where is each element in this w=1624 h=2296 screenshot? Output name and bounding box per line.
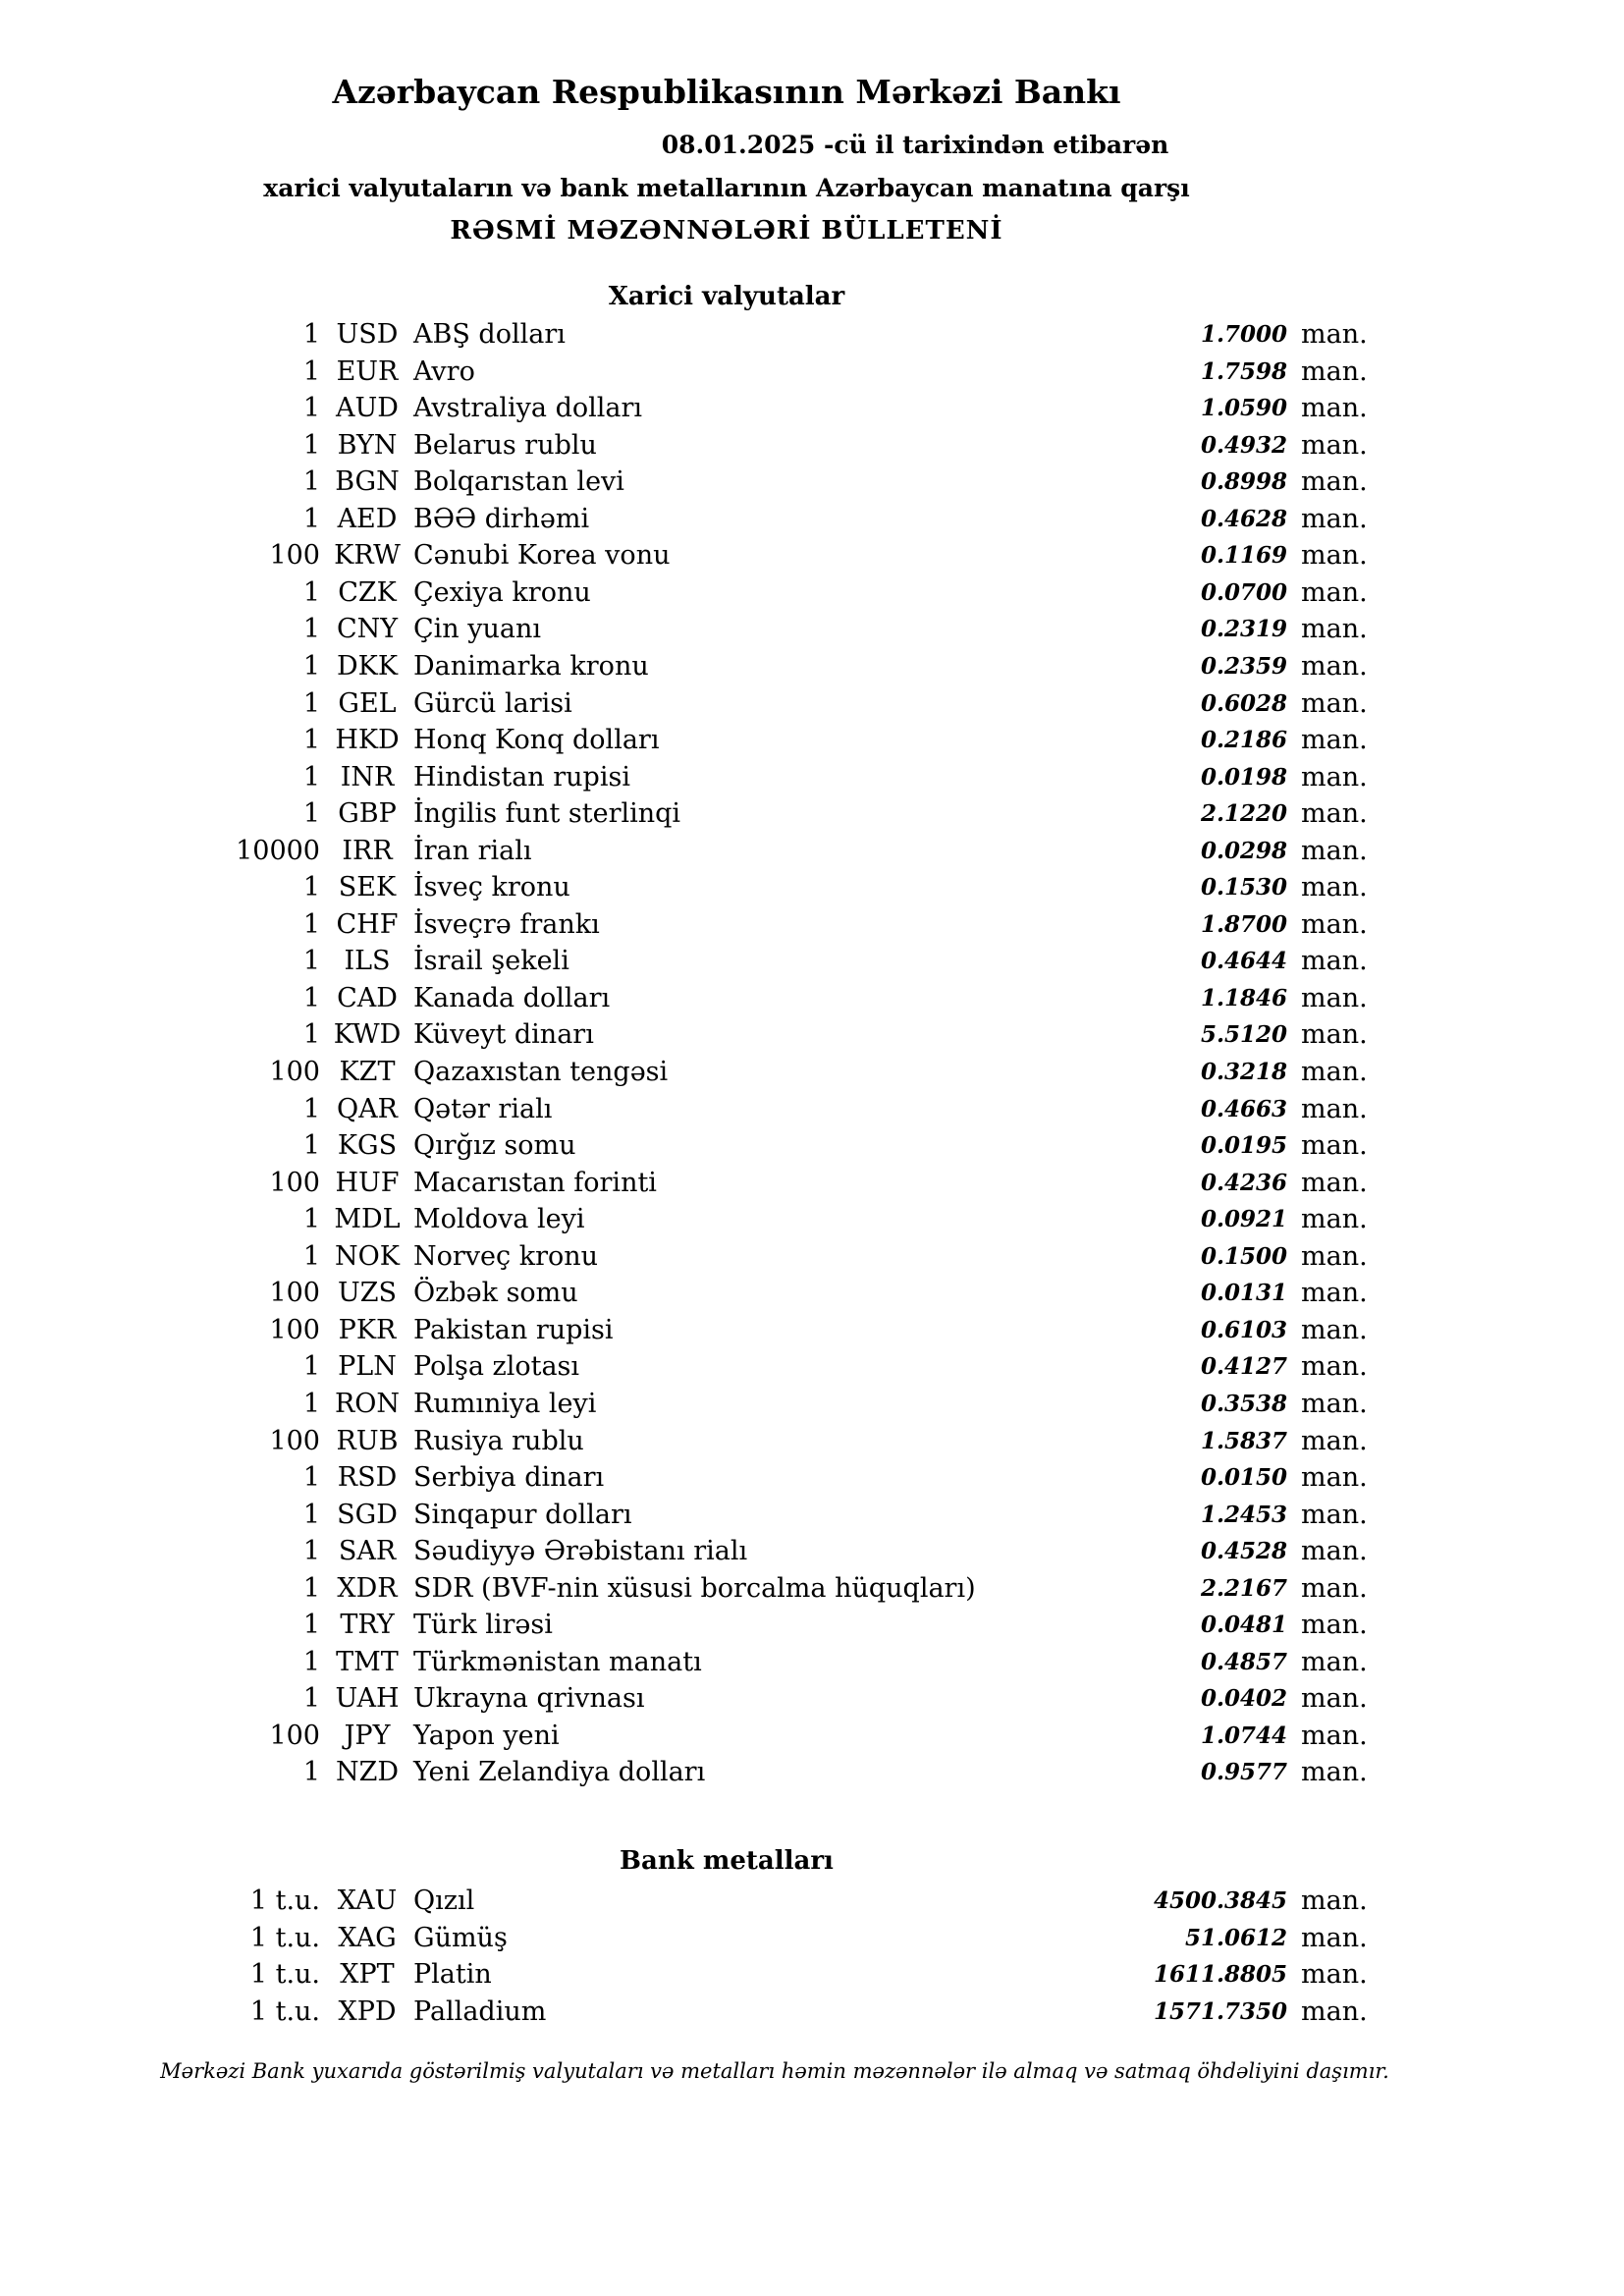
unit-label: man. [1301, 1130, 1368, 1162]
currency-name: Rusiya rublu [413, 1425, 584, 1456]
currency-name: İsveç kronu [413, 872, 570, 903]
quantity: 1 [302, 1388, 320, 1419]
currency-row [0, 1570, 1624, 1607]
currency-row [0, 1607, 1624, 1643]
currency-name: Honq Konq dolları [413, 725, 660, 756]
currency-row [0, 501, 1624, 537]
metal-row [0, 1994, 1624, 2030]
quantity: 1 [302, 1499, 320, 1530]
currency-name: Avro [413, 355, 475, 387]
unit-label: man. [1301, 1683, 1368, 1715]
currency-name: Kanada dolları [413, 982, 611, 1013]
currency-row [0, 1312, 1624, 1348]
currency-row [0, 427, 1624, 464]
quantity: 100 [269, 1167, 320, 1198]
unit-label: man. [1301, 798, 1368, 830]
currency-name: Özbək somu [413, 1278, 578, 1309]
unit-label: man. [1301, 355, 1368, 387]
currency-code: USD [336, 319, 399, 350]
exchange-rate: 1571.7350 [1153, 1997, 1287, 2025]
subtitle: xarici valyutaların və bank metallarının Azərbaycan manatına qarşı [263, 174, 1190, 202]
quantity: 1 [302, 946, 320, 977]
currency-code: IRR [342, 835, 393, 866]
unit-label: man. [1301, 1757, 1368, 1788]
currency-name: Sinqapur dolları [413, 1499, 632, 1530]
currency-code: SAR [338, 1536, 397, 1567]
currency-code: CHF [336, 908, 399, 940]
quantity: 1 [302, 319, 320, 350]
currency-row [0, 980, 1624, 1016]
exchange-rate: 0.2319 [1200, 616, 1287, 643]
unit-label: man. [1301, 503, 1368, 534]
unit-label: man. [1301, 872, 1368, 903]
metal-row [0, 1920, 1624, 1956]
unit-label: man. [1301, 1019, 1368, 1051]
currency-name: Rumıniya leyi [413, 1388, 597, 1419]
quantity: 100 [269, 540, 320, 572]
unit-label: man. [1301, 725, 1368, 756]
unit-label: man. [1301, 835, 1368, 866]
currency-row [0, 759, 1624, 795]
currency-name: ABŞ dolları [413, 319, 566, 350]
currency-code: GBP [338, 798, 397, 830]
currency-code: TMT [336, 1646, 399, 1677]
quantity: 1 [302, 355, 320, 387]
quantity: 1 [302, 429, 320, 461]
exchange-rate: 0.0195 [1200, 1132, 1287, 1160]
currency-name: SDR (BVF-nin xüsusi borcalma hüquqları) [413, 1572, 976, 1604]
unit-label: man. [1301, 687, 1368, 719]
currency-name: Danimarka kronu [413, 650, 649, 682]
currency-name: Qızıl [413, 1886, 475, 1916]
quantity: 1 [302, 650, 320, 682]
currency-name: Moldova leyi [413, 1204, 585, 1235]
quantity: 1 [302, 1536, 320, 1567]
unit-label: man. [1301, 1499, 1368, 1530]
currency-code: SEK [338, 872, 397, 903]
currency-code: RUB [336, 1425, 399, 1456]
exchange-rate: 0.4236 [1200, 1169, 1287, 1196]
currency-row [0, 833, 1624, 869]
quantity: 1 [302, 1572, 320, 1604]
currency-name: Hindistan rupisi [413, 761, 630, 793]
quantity: 1 [302, 982, 320, 1013]
currency-name: Türk lirəsi [413, 1610, 553, 1641]
quantity: 100 [269, 1425, 320, 1456]
currency-name: Cənubi Korea vonu [413, 540, 671, 572]
exchange-rate: 0.0298 [1200, 837, 1287, 864]
quantity: 1 [302, 393, 320, 424]
quantity: 1 t.u. [249, 1886, 320, 1916]
currency-name: Avstraliya dolları [413, 393, 643, 424]
exchange-rate: 0.4127 [1200, 1353, 1287, 1381]
quantity: 1 [302, 1683, 320, 1715]
currency-row [0, 1497, 1624, 1533]
unit-label: man. [1301, 1959, 1368, 1990]
currency-code: KWD [333, 1019, 402, 1051]
exchange-rate: 0.3538 [1200, 1390, 1287, 1417]
currency-name: Serbiya dinarı [413, 1462, 605, 1494]
unit-label: man. [1301, 1995, 1368, 2027]
quantity: 1 t.u. [249, 1995, 320, 2027]
currency-code: XPT [340, 1959, 395, 1990]
currency-code: DKK [337, 650, 398, 682]
currency-row [0, 1533, 1624, 1569]
exchange-rate: 0.8998 [1200, 468, 1287, 496]
currency-code: ILS [344, 946, 391, 977]
exchange-rate: 0.9577 [1200, 1759, 1287, 1786]
quantity: 1 [302, 687, 320, 719]
exchange-rate: 1.5837 [1200, 1427, 1287, 1454]
unit-label: man. [1301, 576, 1368, 608]
quantity: 100 [269, 1278, 320, 1309]
currency-code: NOK [335, 1240, 400, 1272]
currency-row [0, 464, 1624, 500]
currency-code: CNY [336, 614, 399, 645]
currency-name: Bolqarıstan levi [413, 466, 624, 498]
exchange-rate: 1611.8805 [1153, 1961, 1287, 1988]
currency-name: İsveçrə frankı [413, 908, 600, 940]
currency-row [0, 1238, 1624, 1275]
quantity: 1 [302, 798, 320, 830]
currency-name: Pakistan rupisi [413, 1314, 614, 1345]
quantity: 1 [302, 1757, 320, 1788]
currency-name: Macarıstan forinti [413, 1167, 657, 1198]
quantity: 1 [302, 761, 320, 793]
unit-label: man. [1301, 908, 1368, 940]
currency-code: QAR [337, 1093, 398, 1124]
currency-row [0, 537, 1624, 574]
unit-label: man. [1301, 393, 1368, 424]
exchange-rate: 0.4663 [1200, 1095, 1287, 1122]
currency-name: İsrail şekeli [413, 946, 569, 977]
quantity: 1 [302, 614, 320, 645]
currency-code: RSD [337, 1462, 398, 1494]
exchange-rate: 0.0481 [1200, 1612, 1287, 1639]
unit-label: man. [1301, 319, 1368, 350]
quantity: 100 [269, 1057, 320, 1087]
currency-row [0, 1680, 1624, 1717]
currency-name: Norveç kronu [413, 1240, 599, 1272]
currency-code: NZD [335, 1757, 400, 1788]
exchange-rate: 0.0150 [1200, 1464, 1287, 1492]
currency-code: RON [334, 1388, 401, 1419]
exchange-rate: 1.7000 [1200, 321, 1287, 348]
unit-label: man. [1301, 1646, 1368, 1677]
exchange-rate: 0.6028 [1200, 689, 1287, 717]
currency-row [0, 1423, 1624, 1459]
exchange-rate: 0.1169 [1200, 542, 1287, 570]
unit-label: man. [1301, 1278, 1368, 1309]
currency-code: EUR [336, 355, 399, 387]
unit-label: man. [1301, 1425, 1368, 1456]
currency-code: KGS [337, 1130, 398, 1162]
currency-code: XDR [337, 1572, 398, 1604]
unit-label: man. [1301, 614, 1368, 645]
currency-code: HKD [335, 725, 400, 756]
unit-label: man. [1301, 1720, 1368, 1751]
currency-name: Türkmənistan manatı [413, 1646, 702, 1677]
unit-label: man. [1301, 946, 1368, 977]
currency-name: Çin yuanı [413, 614, 542, 645]
unit-label: man. [1301, 1610, 1368, 1641]
quantity: 1 [302, 1351, 320, 1383]
quantity: 1 [302, 1610, 320, 1641]
currency-name: Yapon yeni [413, 1720, 560, 1751]
unit-label: man. [1301, 1204, 1368, 1235]
quantity: 1 [302, 1093, 320, 1124]
currency-row [0, 1348, 1624, 1385]
exchange-rate: 0.1500 [1200, 1242, 1287, 1270]
quantity: 10000 [236, 835, 320, 866]
exchange-rate: 0.4628 [1200, 505, 1287, 532]
unit-label: man. [1301, 982, 1368, 1013]
exchange-rate: 0.2359 [1200, 652, 1287, 680]
exchange-rate: 0.1530 [1200, 874, 1287, 902]
quantity: 100 [269, 1720, 320, 1751]
currency-row [0, 906, 1624, 943]
currency-row [0, 611, 1624, 647]
currency-name: Səudiyyə Ərəbistanı rialı [413, 1536, 748, 1567]
exchange-rate: 0.3218 [1200, 1059, 1287, 1085]
unit-label: man. [1301, 1462, 1368, 1494]
exchange-rate: 0.4857 [1200, 1648, 1287, 1675]
unit-label: man. [1301, 1057, 1368, 1087]
currency-code: TRY [340, 1610, 395, 1641]
quantity: 1 [302, 1019, 320, 1051]
currency-name: Platin [413, 1959, 492, 1990]
currency-code: JPY [344, 1720, 391, 1751]
currency-code: AUD [336, 393, 399, 424]
currency-row [0, 1644, 1624, 1680]
currency-code: HUF [335, 1167, 400, 1198]
currency-row [0, 722, 1624, 758]
unit-label: man. [1301, 466, 1368, 498]
currency-code: PLN [338, 1351, 397, 1383]
currency-row [0, 1127, 1624, 1164]
quantity: 100 [269, 1314, 320, 1345]
unit-label: man. [1301, 650, 1368, 682]
currency-row [0, 574, 1624, 611]
currency-code: INR [340, 761, 395, 793]
currency-name: Çexiya kronu [413, 576, 591, 608]
bulletin-title: RƏSMİ MƏZƏNNƏLƏRİ BÜLLETENİ [450, 216, 1003, 246]
exchange-rate: 1.8700 [1200, 910, 1287, 938]
currency-code: CAD [337, 982, 398, 1013]
bank-name: Azərbaycan Respublikasının Mərkəzi Bankı [332, 73, 1121, 111]
currency-row [0, 354, 1624, 390]
exchange-rate: 0.4528 [1200, 1538, 1287, 1565]
currency-name: İngilis funt sterlinqi [413, 798, 681, 830]
unit-label: man. [1301, 540, 1368, 572]
currency-code: BGN [335, 466, 400, 498]
exchange-rate: 1.7598 [1200, 357, 1287, 385]
metal-row [0, 1883, 1624, 1919]
unit-label: man. [1301, 1351, 1368, 1383]
currency-code: MDL [334, 1204, 401, 1235]
unit-label: man. [1301, 1388, 1368, 1419]
currency-name: İran rialı [413, 835, 532, 866]
currency-code: KRW [334, 540, 401, 572]
exchange-rate: 0.6103 [1200, 1316, 1287, 1343]
currency-code: AED [337, 503, 398, 534]
currency-name: Palladium [413, 1995, 547, 2027]
quantity: 1 [302, 872, 320, 903]
exchange-rate: 1.1846 [1200, 984, 1287, 1011]
quantity: 1 [302, 466, 320, 498]
currency-code: XAU [337, 1886, 398, 1916]
unit-label: man. [1301, 1240, 1368, 1272]
exchange-rate: 0.4644 [1200, 948, 1287, 975]
currency-code: XPD [338, 1995, 397, 2027]
currency-row [0, 1275, 1624, 1311]
currency-name: Polşa zlotası [413, 1351, 580, 1383]
exchange-rate: 1.0590 [1200, 395, 1287, 422]
exchange-rate: 0.0402 [1200, 1685, 1287, 1713]
quantity: 1 [302, 576, 320, 608]
currencies-heading: Xarici valyutalar [608, 282, 845, 311]
exchange-rate: 0.0198 [1200, 763, 1287, 791]
quantity: 1 t.u. [249, 1959, 320, 1990]
exchange-rate: 5.5120 [1200, 1021, 1287, 1049]
currency-name: Ukrayna qrivnası [413, 1683, 645, 1715]
currency-row [0, 1054, 1624, 1090]
quantity: 1 [302, 1204, 320, 1235]
quantity: 1 t.u. [249, 1922, 320, 1953]
currency-name: Qırğız somu [413, 1130, 576, 1162]
unit-label: man. [1301, 1886, 1368, 1916]
currency-row [0, 1386, 1624, 1422]
currency-code: PKR [338, 1314, 397, 1345]
currency-row [0, 1754, 1624, 1790]
currency-row [0, 1091, 1624, 1127]
exchange-rate: 0.0131 [1200, 1280, 1287, 1307]
unit-label: man. [1301, 761, 1368, 793]
currency-row [0, 869, 1624, 905]
currency-code: UAH [335, 1683, 400, 1715]
date-line: 08.01.2025 -cü il tarixindən etibarən [661, 131, 1169, 159]
unit-label: man. [1301, 1093, 1368, 1124]
disclaimer: Mərkəzi Bank yuxarıda göstərilmiş valyutaları və metalları həmin məzənnələr ilə almaq və satmaq öhdəliyini daşımır. [160, 2059, 1389, 2083]
exchange-rate: 4500.3845 [1153, 1887, 1287, 1914]
currency-row [0, 1016, 1624, 1053]
currency-row [0, 1201, 1624, 1237]
currency-name: Qazaxıstan tengəsi [413, 1057, 669, 1087]
unit-label: man. [1301, 1536, 1368, 1567]
exchange-rate: 2.1220 [1200, 800, 1287, 828]
metals-heading: Bank metalları [620, 1846, 834, 1876]
exchange-rate: 0.4932 [1200, 431, 1287, 459]
exchange-rate: 0.0700 [1200, 578, 1287, 606]
currency-row [0, 648, 1624, 684]
currency-name: Qətər rialı [413, 1093, 553, 1124]
quantity: 1 [302, 725, 320, 756]
unit-label: man. [1301, 1922, 1368, 1953]
currency-code: GEL [338, 687, 397, 719]
quantity: 1 [302, 1240, 320, 1272]
exchange-rate: 1.2453 [1200, 1501, 1287, 1528]
exchange-rate: 0.2186 [1200, 727, 1287, 754]
currency-row [0, 1165, 1624, 1201]
currency-code: BYN [337, 429, 398, 461]
currency-name: Gürcü larisi [413, 687, 572, 719]
currency-name: Küveyt dinarı [413, 1019, 594, 1051]
quantity: 1 [302, 908, 320, 940]
exchange-rate: 51.0612 [1184, 1924, 1287, 1951]
currency-row [0, 685, 1624, 722]
metal-row [0, 1956, 1624, 1993]
currency-row [0, 316, 1624, 353]
unit-label: man. [1301, 1572, 1368, 1604]
quantity: 1 [302, 503, 320, 534]
currency-row [0, 1459, 1624, 1496]
currency-code: XAG [338, 1922, 397, 1953]
currency-row [0, 795, 1624, 832]
exchange-rate: 2.2167 [1200, 1574, 1287, 1602]
currency-row [0, 1718, 1624, 1754]
currency-row [0, 390, 1624, 426]
quantity: 1 [302, 1462, 320, 1494]
unit-label: man. [1301, 1314, 1368, 1345]
quantity: 1 [302, 1130, 320, 1162]
quantity: 1 [302, 1646, 320, 1677]
currency-name: Gümüş [413, 1922, 508, 1953]
unit-label: man. [1301, 429, 1368, 461]
exchange-rate: 1.0744 [1200, 1722, 1287, 1749]
exchange-rate: 0.0921 [1200, 1206, 1287, 1233]
currency-code: SGD [337, 1499, 398, 1530]
unit-label: man. [1301, 1167, 1368, 1198]
currency-code: KZT [339, 1057, 396, 1087]
currency-name: Belarus rublu [413, 429, 597, 461]
currency-name: BƏƏ dirhəmi [413, 503, 590, 534]
currency-code: CZK [338, 576, 397, 608]
currency-name: Yeni Zelandiya dolları [413, 1757, 706, 1788]
currency-row [0, 943, 1624, 979]
currency-code: UZS [337, 1278, 397, 1309]
